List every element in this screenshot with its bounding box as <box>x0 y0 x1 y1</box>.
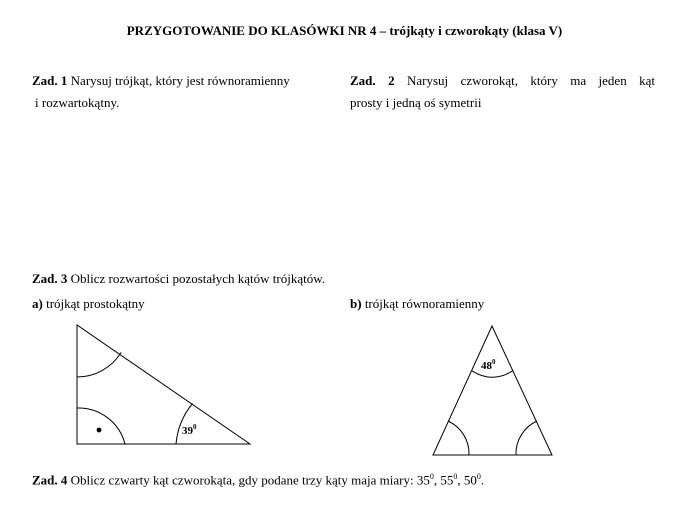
right-triangle-outline <box>77 325 250 444</box>
task-3a-label: a) <box>32 296 43 311</box>
task-3-text: Oblicz rozwartości pozostałych kątów trójkątów. <box>70 271 326 286</box>
isosceles-right-base-arc <box>516 421 537 455</box>
isosceles-left-base-arc <box>448 421 469 455</box>
task-3-label: Zad. 3 <box>32 271 68 286</box>
task-4 <box>32 466 484 491</box>
page-title: PRZYGOTOWANIE DO KLASÓWKI NR 4 – trójkąty i czworokąty (klasa V) <box>126 23 563 38</box>
task-3b-text: trójkąt równoramienny <box>364 296 485 311</box>
task-4-sep-1: , 55 <box>433 472 454 488</box>
task-2-label: Zad. 2 <box>350 73 395 88</box>
task-4-deg-3: 0 <box>476 472 481 481</box>
task-4-end: . <box>480 472 485 488</box>
task-2-line2: prosty i jedną oś symetrii <box>350 95 482 110</box>
task-1-line2: i rozwartokątny. <box>35 95 120 110</box>
task-4-deg-2: 0 <box>453 472 458 481</box>
right-angle-dot <box>97 428 102 433</box>
task-3b-label: b) <box>350 296 362 311</box>
task-4-sep-2: , 50 <box>457 472 477 488</box>
task-1-text: Narysuj trójkąt, który jest równoramienny <box>70 73 290 88</box>
right-triangle-top-angle-arc <box>77 352 121 377</box>
right-triangle-39-angle-arc <box>176 404 193 445</box>
task-1-label: Zad. 1 <box>32 73 68 88</box>
task-2-text: Narysuj czworokąt, który ma jeden kąt <box>407 73 656 88</box>
right-triangle-right-angle-arc <box>77 408 125 444</box>
isosceles-angle-label <box>481 358 496 372</box>
right-triangle-angle-label <box>182 423 197 437</box>
task-3a-text: trójkąt prostokątny <box>46 296 145 311</box>
isosceles-triangle-outline <box>433 326 552 455</box>
task-4-deg-1: 0 <box>429 472 434 481</box>
angle-48-value: 48 <box>481 360 492 372</box>
isosceles-triangle <box>433 326 552 455</box>
right-triangle <box>77 325 250 444</box>
task-4-label: Zad. 4 <box>32 472 68 488</box>
angle-39-degree: 0 <box>193 423 197 431</box>
angle-39-value: 39 <box>182 425 193 437</box>
task-4-text: Oblicz czwarty kąt czworokąta, gdy podane trzy kąty maja miary: 35 <box>70 472 430 488</box>
angle-48-degree: 0 <box>492 358 496 366</box>
isosceles-apex-angle-arc <box>472 371 513 378</box>
